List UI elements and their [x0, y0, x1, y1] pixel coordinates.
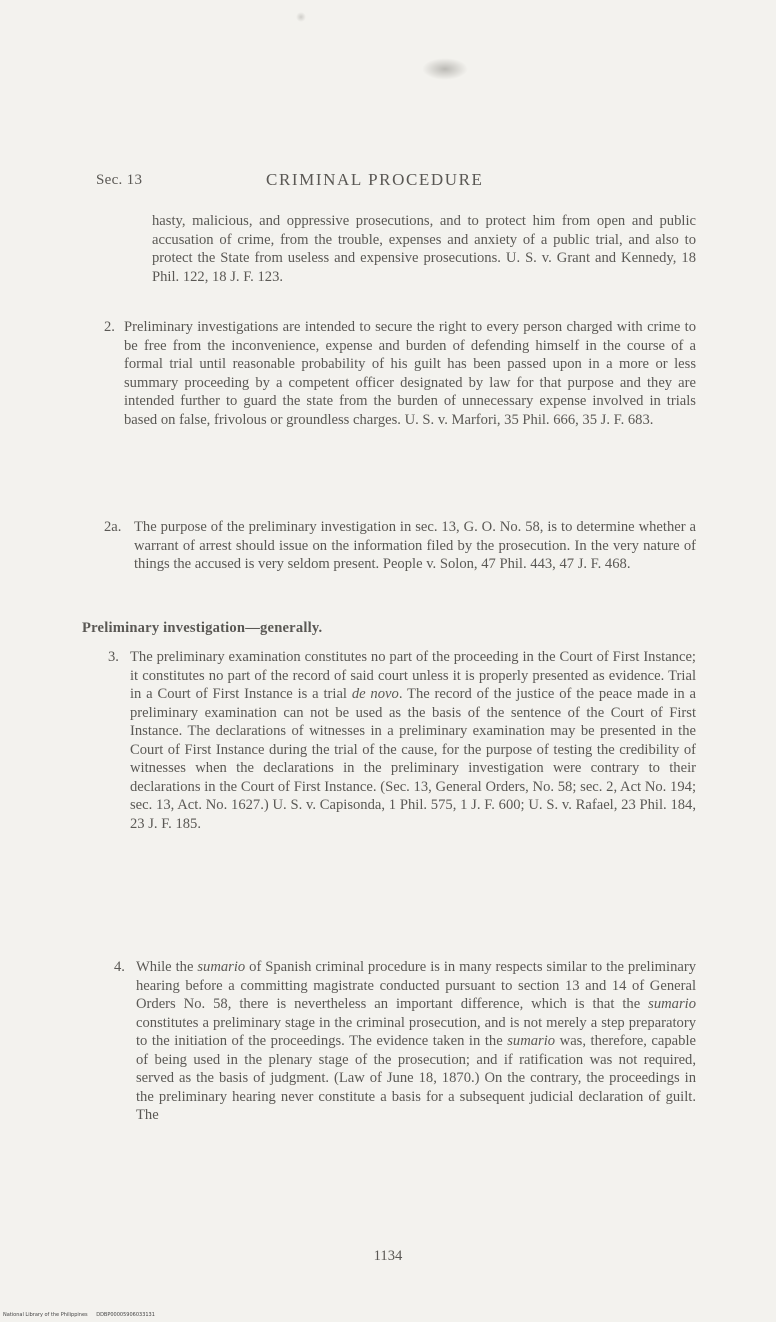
section-label: Sec. 13 — [96, 172, 143, 188]
scan-smudge — [422, 58, 468, 80]
paragraph-text: While the — [136, 959, 194, 975]
page-title: CRIMINAL PROCEDURE — [266, 170, 484, 189]
paragraph-text: The purpose of the preliminary investigation in sec. 13, G. O. No. 58, is to determine whether a warrant of arrest should issue on the information filed by the prosecution. In the very nature of things the accused is very seldom present. People v. Solon, 47 Phil. 443, 47 J. F. 468. — [134, 519, 696, 572]
paragraph-2 — [124, 318, 696, 429]
paragraph-2a — [134, 518, 696, 574]
running-head — [96, 170, 680, 194]
paragraph-text: was, therefore, capable of being used in the plenary stage of the prosecution; and if ratification was not required, served as the basis of judgment. (Law of June 18, 1870.) On the contrary, the proceedings in the preliminary hearing never constitute a basis for a subsequent judicial declaration of guilt. The — [136, 1033, 696, 1123]
footer-library: National Library of the Philippines — [3, 1312, 88, 1318]
scan-smudge — [296, 12, 306, 22]
italic-term: sumario — [648, 996, 696, 1012]
paragraph-text: . The record of the justice of the peace made in a preliminary examination can not be used as the basis of the sentence of the Court of First Instance. The declarations of witnesses in a preliminary examination may be presented in the Court of First Instance during the trial of the cause, for the purpose of testing the credibility of witnesses when the declarations in the preliminary investigation were contrary to their declarations in the Court of First Instance. (Sec. 13, General Orders, No. 58; sec. 2, Act No. 194; sec. 13, Act. No. 1627.) U. S. v. Capisonda, 1 Phil. 575, 1 J. F. 600; U. S. v. Rafael, 23 Phil. 184, 23 J. F. 185. — [130, 686, 697, 832]
paragraph-text: constitutes a preliminary stage in the criminal prosecution, and is not merely a step preparatory to the initiation of the proceedings. The evidence taken in the — [136, 1014, 696, 1049]
paragraph-number: 3. — [108, 649, 119, 665]
paragraph-3 — [130, 648, 696, 833]
italic-term: de novo — [351, 686, 399, 702]
paragraph-number: 2a. — [104, 519, 122, 535]
page-number: 1134 — [373, 1248, 403, 1264]
italic-term: sumario — [507, 1033, 556, 1049]
paragraph-text: of Spanish criminal procedure is in many respects similar to the preliminary hearing before a committing magistrate conducted pursuant to section 13 and 14 of General Orders No. 58, there is nevertheless an important difference, which is that the — [136, 959, 696, 1012]
paragraph-continuation: hasty, malicious, and oppressive prosecutions, and to protect him from open and public accusation of crime, from the trouble, expenses and anxiety of a public trial, and also to protect the State from useless and expensive prosecutions. U. S. v. Grant and Kennedy, 18 Phil. 122, 18 J. F. 123. — [152, 213, 696, 285]
paragraph-text: The preliminary examination constitutes no part of the proceeding in the Court of First Instance; it constitutes no part of the record of said court unless it is properly presented as evidence. Trial in a Court of First Instance is a trial — [130, 649, 696, 702]
footer-code: DDBP00005906033131 — [96, 1312, 155, 1318]
paragraph-number: 2. — [104, 319, 115, 335]
paragraph-text: Preliminary investigations are intended to secure the right to every person charged with crime to be free from the inconvenience, expense and burden of defending himself in the course of a formal trial until reasonable probability of his guilt has been passed upon in a more or less summary proceeding by a competent officer designated by law for that purpose and they are intended further to guard the state from the burden of unnecessary expense involved in trials based on false, frivolous or groundless charges. U. S. v. Marfori, 35 Phil. 666, 35 J. F. 683. — [124, 319, 696, 428]
paragraph-4 — [136, 958, 696, 1125]
italic-term: sumario — [197, 959, 246, 975]
scan-footer — [3, 1312, 162, 1318]
section-heading: Preliminary investigation—generally. — [82, 620, 323, 636]
paragraph-number: 4. — [114, 959, 125, 975]
